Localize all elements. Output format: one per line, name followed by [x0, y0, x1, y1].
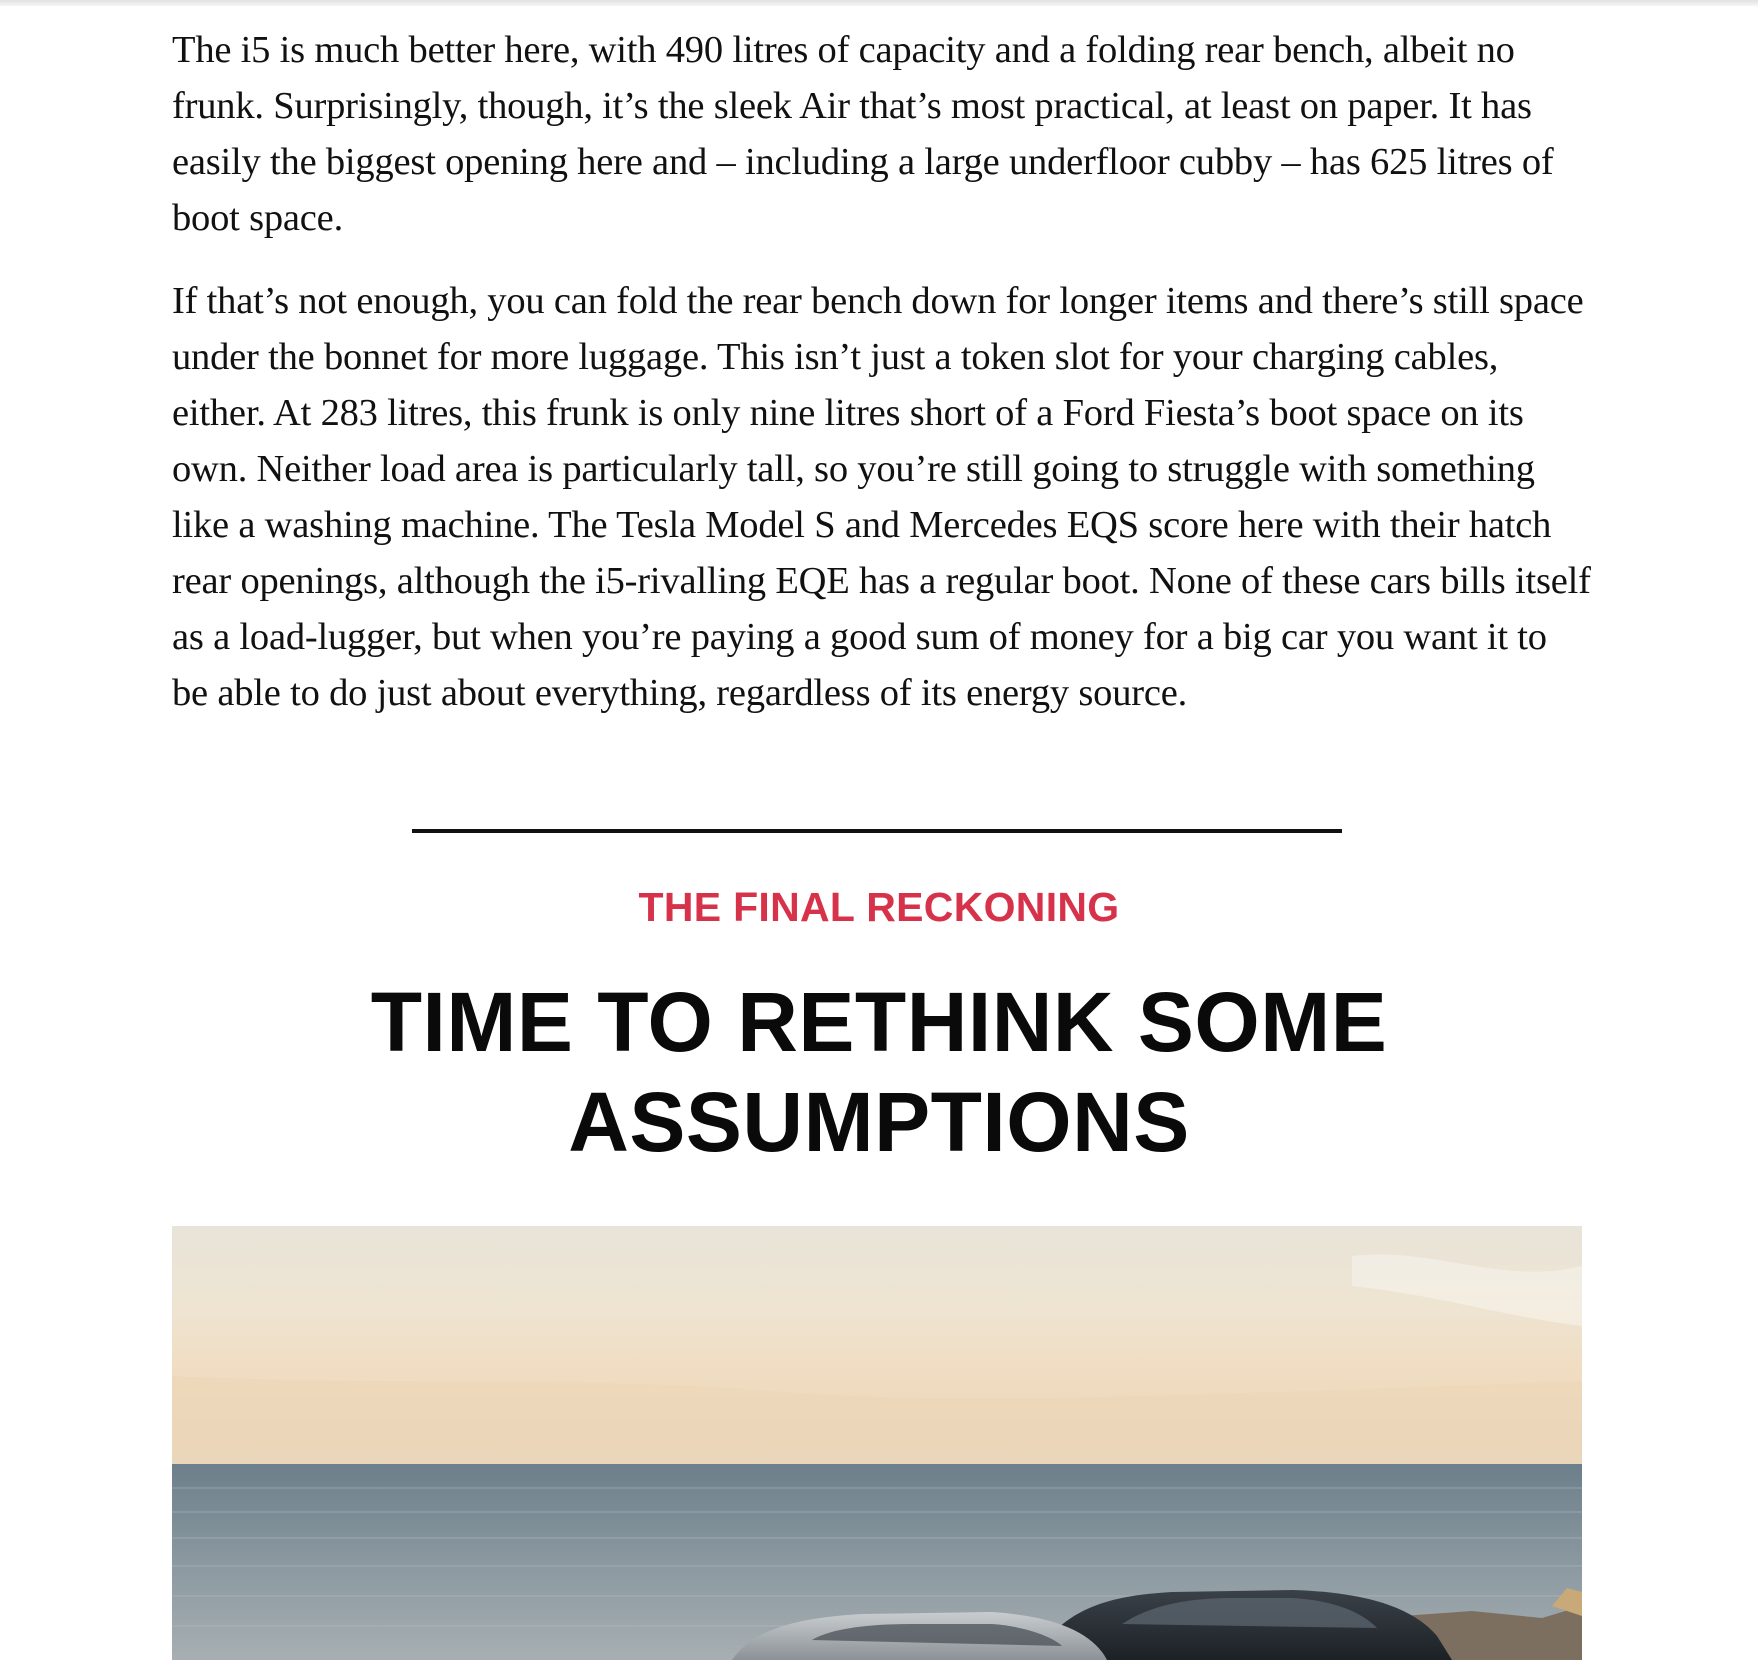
coastal-cars-photo	[172, 1226, 1582, 1660]
article-paragraph-2: If that’s not enough, you can fold the rear bench down for longer items and there’s still space under the bonnet for more luggage. This isn’t just a token slot for your charging cables, either. At 283 litres, this frunk is only nine litres short of a Ford Fiesta’s boot space on its own. Neither load area is particularly tall, so you’re still going to struggle with something like a washing machine. The Tesla Model S and Mercedes EQS score here with their hatch rear openings, although the i5-rivalling EQE has a regular boot. None of these cars bills itself as a load-lugger, but when you’re paying a good sum of money for a big car you want it to be able to do just about everything, regardless of its energy source.	[172, 280, 1591, 714]
hero-photo	[172, 1226, 1582, 1660]
article-paragraph-1: The i5 is much better here, with 490 litres of capacity and a folding rear bench, albeit no frunk. Surprisingly, though, it’s the sleek Air that’s most practical, at least on paper. It has easily the biggest opening here and – including a large underfloor cubby – has 625 litres of boot space.	[172, 29, 1554, 239]
browser-top-edge	[0, 0, 1758, 6]
section-kicker: THE FINAL RECKONING	[638, 884, 1120, 930]
section-divider	[412, 829, 1342, 833]
section-headline: TIME TO RETHINK SOME ASSUMPTIONS	[370, 975, 1388, 1169]
article-body	[172, 22, 1592, 721]
